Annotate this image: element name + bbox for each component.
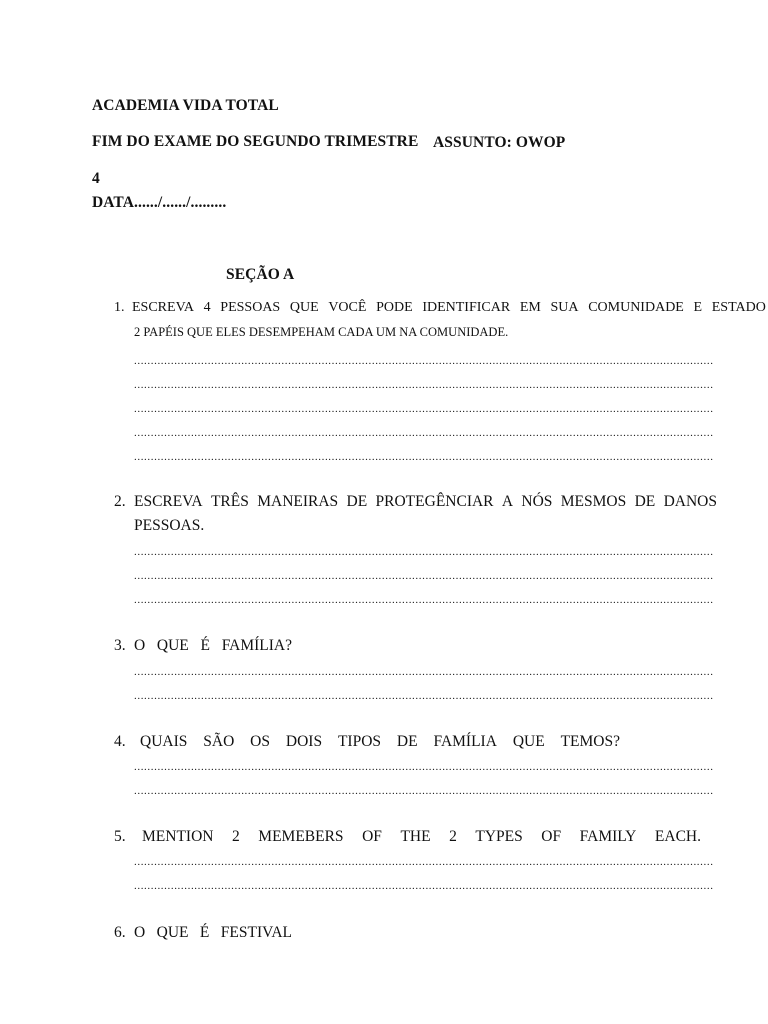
question-word: IDENTIFICAR	[422, 300, 511, 315]
question-word: ESCREVA	[134, 493, 203, 510]
question-number: 3.	[114, 637, 126, 654]
question-word: O	[134, 637, 146, 654]
answer-line[interactable]: .............................................................................................................................................................................	[134, 785, 714, 797]
question-word: FAMÍLIA?	[221, 637, 292, 654]
question-text	[132, 300, 766, 316]
question-word: EACH.	[654, 828, 701, 845]
question-word: DE	[634, 493, 656, 510]
question-word: DOIS	[285, 733, 323, 750]
question-word: FESTIVAL	[220, 924, 292, 941]
question-word: É	[199, 924, 210, 941]
question-number: 4.	[114, 733, 126, 750]
date-field: DATA....../....../.........	[92, 194, 227, 211]
question-word: THE	[400, 828, 431, 845]
answer-line[interactable]: .............................................................................................................................................................................	[134, 594, 714, 606]
question-word: 4	[203, 300, 211, 315]
answer-line[interactable]: .............................................................................................................................................................................	[134, 666, 714, 678]
question-word: TEMOS?	[560, 733, 620, 750]
question-text	[134, 637, 292, 655]
question-word: PESSOAS	[220, 300, 281, 315]
class-number: 4	[92, 170, 100, 187]
question-word: MESMOS	[560, 493, 627, 510]
question-word: NÓS	[521, 493, 553, 510]
question-word: QUE	[289, 300, 319, 315]
question-word: PODE	[376, 300, 413, 315]
question-word: TRÊS	[210, 493, 249, 510]
question-text-line2: 2 PAPÉIS QUE ELES DESEMPEHAM CADA UM NA COMUNIDADE.	[134, 325, 509, 339]
question-word: OS	[250, 733, 270, 750]
question-word: MANEIRAS	[257, 493, 339, 510]
answer-line[interactable]: .............................................................................................................................................................................	[134, 880, 714, 892]
question-word: É	[200, 637, 210, 654]
question-word: E	[693, 300, 703, 315]
answer-line[interactable]: .............................................................................................................................................................................	[134, 355, 714, 367]
answer-line[interactable]: .............................................................................................................................................................................	[134, 546, 714, 558]
question-text	[134, 924, 292, 942]
question-word: ESTADO	[711, 300, 766, 315]
question-number: 2.	[114, 493, 126, 510]
question-word: MENTION	[142, 828, 214, 845]
question-text-line2: PESSOAS.	[134, 517, 205, 534]
question-word: FAMÍLIA	[433, 733, 497, 750]
question-text	[134, 493, 717, 511]
question-word: SUA	[550, 300, 579, 315]
question-text	[140, 733, 620, 751]
question-word: QUAIS	[140, 733, 188, 750]
answer-line[interactable]: .............................................................................................................................................................................	[134, 379, 714, 391]
school-name: ACADEMIA VIDA TOTAL	[92, 97, 279, 114]
question-word: SÃO	[203, 733, 235, 750]
question-word: O	[134, 924, 146, 941]
question-word: PROTEGÊNCIAR	[375, 493, 494, 510]
question-word: QUE	[156, 637, 189, 654]
question-word: ESCREVA	[132, 300, 194, 315]
question-word: DANOS	[663, 493, 717, 510]
question-word: QUE	[156, 924, 189, 941]
question-number: 1.	[114, 300, 125, 315]
question-word: DE	[346, 493, 368, 510]
question-word: EM	[519, 300, 541, 315]
answer-line[interactable]: .............................................................................................................................................................................	[134, 451, 714, 463]
question-word: VOCÊ	[328, 300, 367, 315]
answer-line[interactable]: .............................................................................................................................................................................	[134, 856, 714, 868]
question-word: 2	[232, 828, 240, 845]
question-word: QUE	[512, 733, 545, 750]
answer-line[interactable]: .............................................................................................................................................................................	[134, 570, 714, 582]
question-word: A	[501, 493, 514, 510]
question-word: OF	[362, 828, 382, 845]
answer-line[interactable]: .............................................................................................................................................................................	[134, 427, 714, 439]
question-number: 5.	[114, 828, 126, 845]
question-word: MEMEBERS	[258, 828, 344, 845]
question-number: 6.	[114, 924, 126, 941]
answer-line[interactable]: .............................................................................................................................................................................	[134, 761, 714, 773]
question-word: TYPES	[475, 828, 523, 845]
question-word: FAMILY	[579, 828, 637, 845]
question-text	[142, 828, 701, 846]
subject-label: ASSUNTO: OWOP	[433, 134, 566, 151]
question-word: TIPOS	[337, 733, 382, 750]
question-word: DE	[396, 733, 418, 750]
question-word: OF	[541, 828, 562, 845]
question-word: COMUNIDADE	[588, 300, 684, 315]
answer-line[interactable]: .............................................................................................................................................................................	[134, 690, 714, 702]
answer-line[interactable]: .............................................................................................................................................................................	[134, 403, 714, 415]
question-word: 2	[449, 828, 457, 845]
section-title: SEÇÃO A	[226, 266, 295, 283]
exam-title: FIM DO EXAME DO SEGUNDO TRIMESTRE	[92, 133, 419, 150]
